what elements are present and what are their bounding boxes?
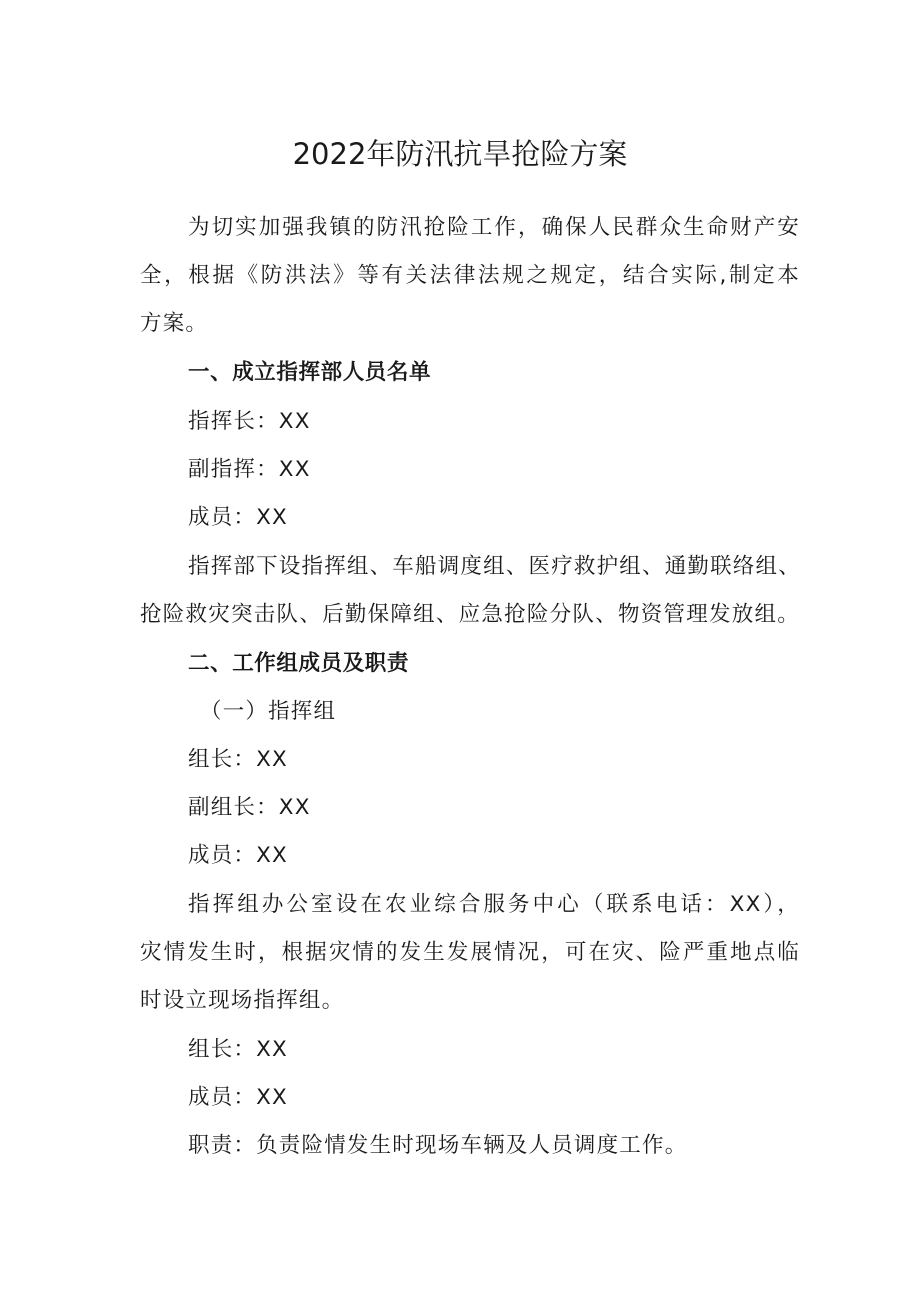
subsection1-heading: （一）指挥组 bbox=[200, 699, 337, 724]
members-line: 成员：XX bbox=[188, 505, 288, 530]
commander-line: 指挥长：XX bbox=[188, 409, 311, 434]
office-line-2: 灾情发生时，根据灾情的发生发展情况，可在灾、险严重地点临 bbox=[140, 940, 800, 965]
groups-line-2: 抢险救灾突击队、后勤保障组、应急抢险分队、物资管理发放组。 bbox=[140, 602, 800, 627]
groups-line-1: 指挥部下设指挥组、车船调度组、医疗救护组、通勤联络组、 bbox=[188, 554, 801, 579]
office-line-3: 时设立现场指挥组。 bbox=[140, 988, 345, 1013]
intro-line-3: 方案。 bbox=[140, 311, 209, 336]
intro-line-2: 全，根据《防洪法》等有关法律法规之规定，结合实际,制定本 bbox=[140, 263, 800, 288]
scene-members-line: 成员：XX bbox=[188, 1085, 288, 1110]
group-members-line: 成员：XX bbox=[188, 843, 288, 868]
scene-leader-line: 组长：XX bbox=[188, 1037, 288, 1062]
office-line-1: 指挥组办公室设在农业综合服务中心（联系电话：XX）， bbox=[188, 892, 800, 917]
deputy-leader-line: 副组长：XX bbox=[188, 795, 311, 820]
section2-heading: 二、工作组成员及职责 bbox=[188, 651, 410, 676]
section1-heading: 一、成立指挥部人员名单 bbox=[188, 360, 432, 385]
document-title: 2022年防汛抗旱抢险方案 bbox=[292, 137, 628, 171]
group-leader-line: 组长：XX bbox=[188, 747, 288, 772]
duty-line: 职责：负责险情发生时现场车辆及人员调度工作。 bbox=[188, 1133, 688, 1158]
deputy-commander-line: 副指挥：XX bbox=[188, 457, 311, 482]
intro-line-1: 为切实加强我镇的防汛抢险工作，确保人民群众生命财产安 bbox=[188, 215, 800, 240]
